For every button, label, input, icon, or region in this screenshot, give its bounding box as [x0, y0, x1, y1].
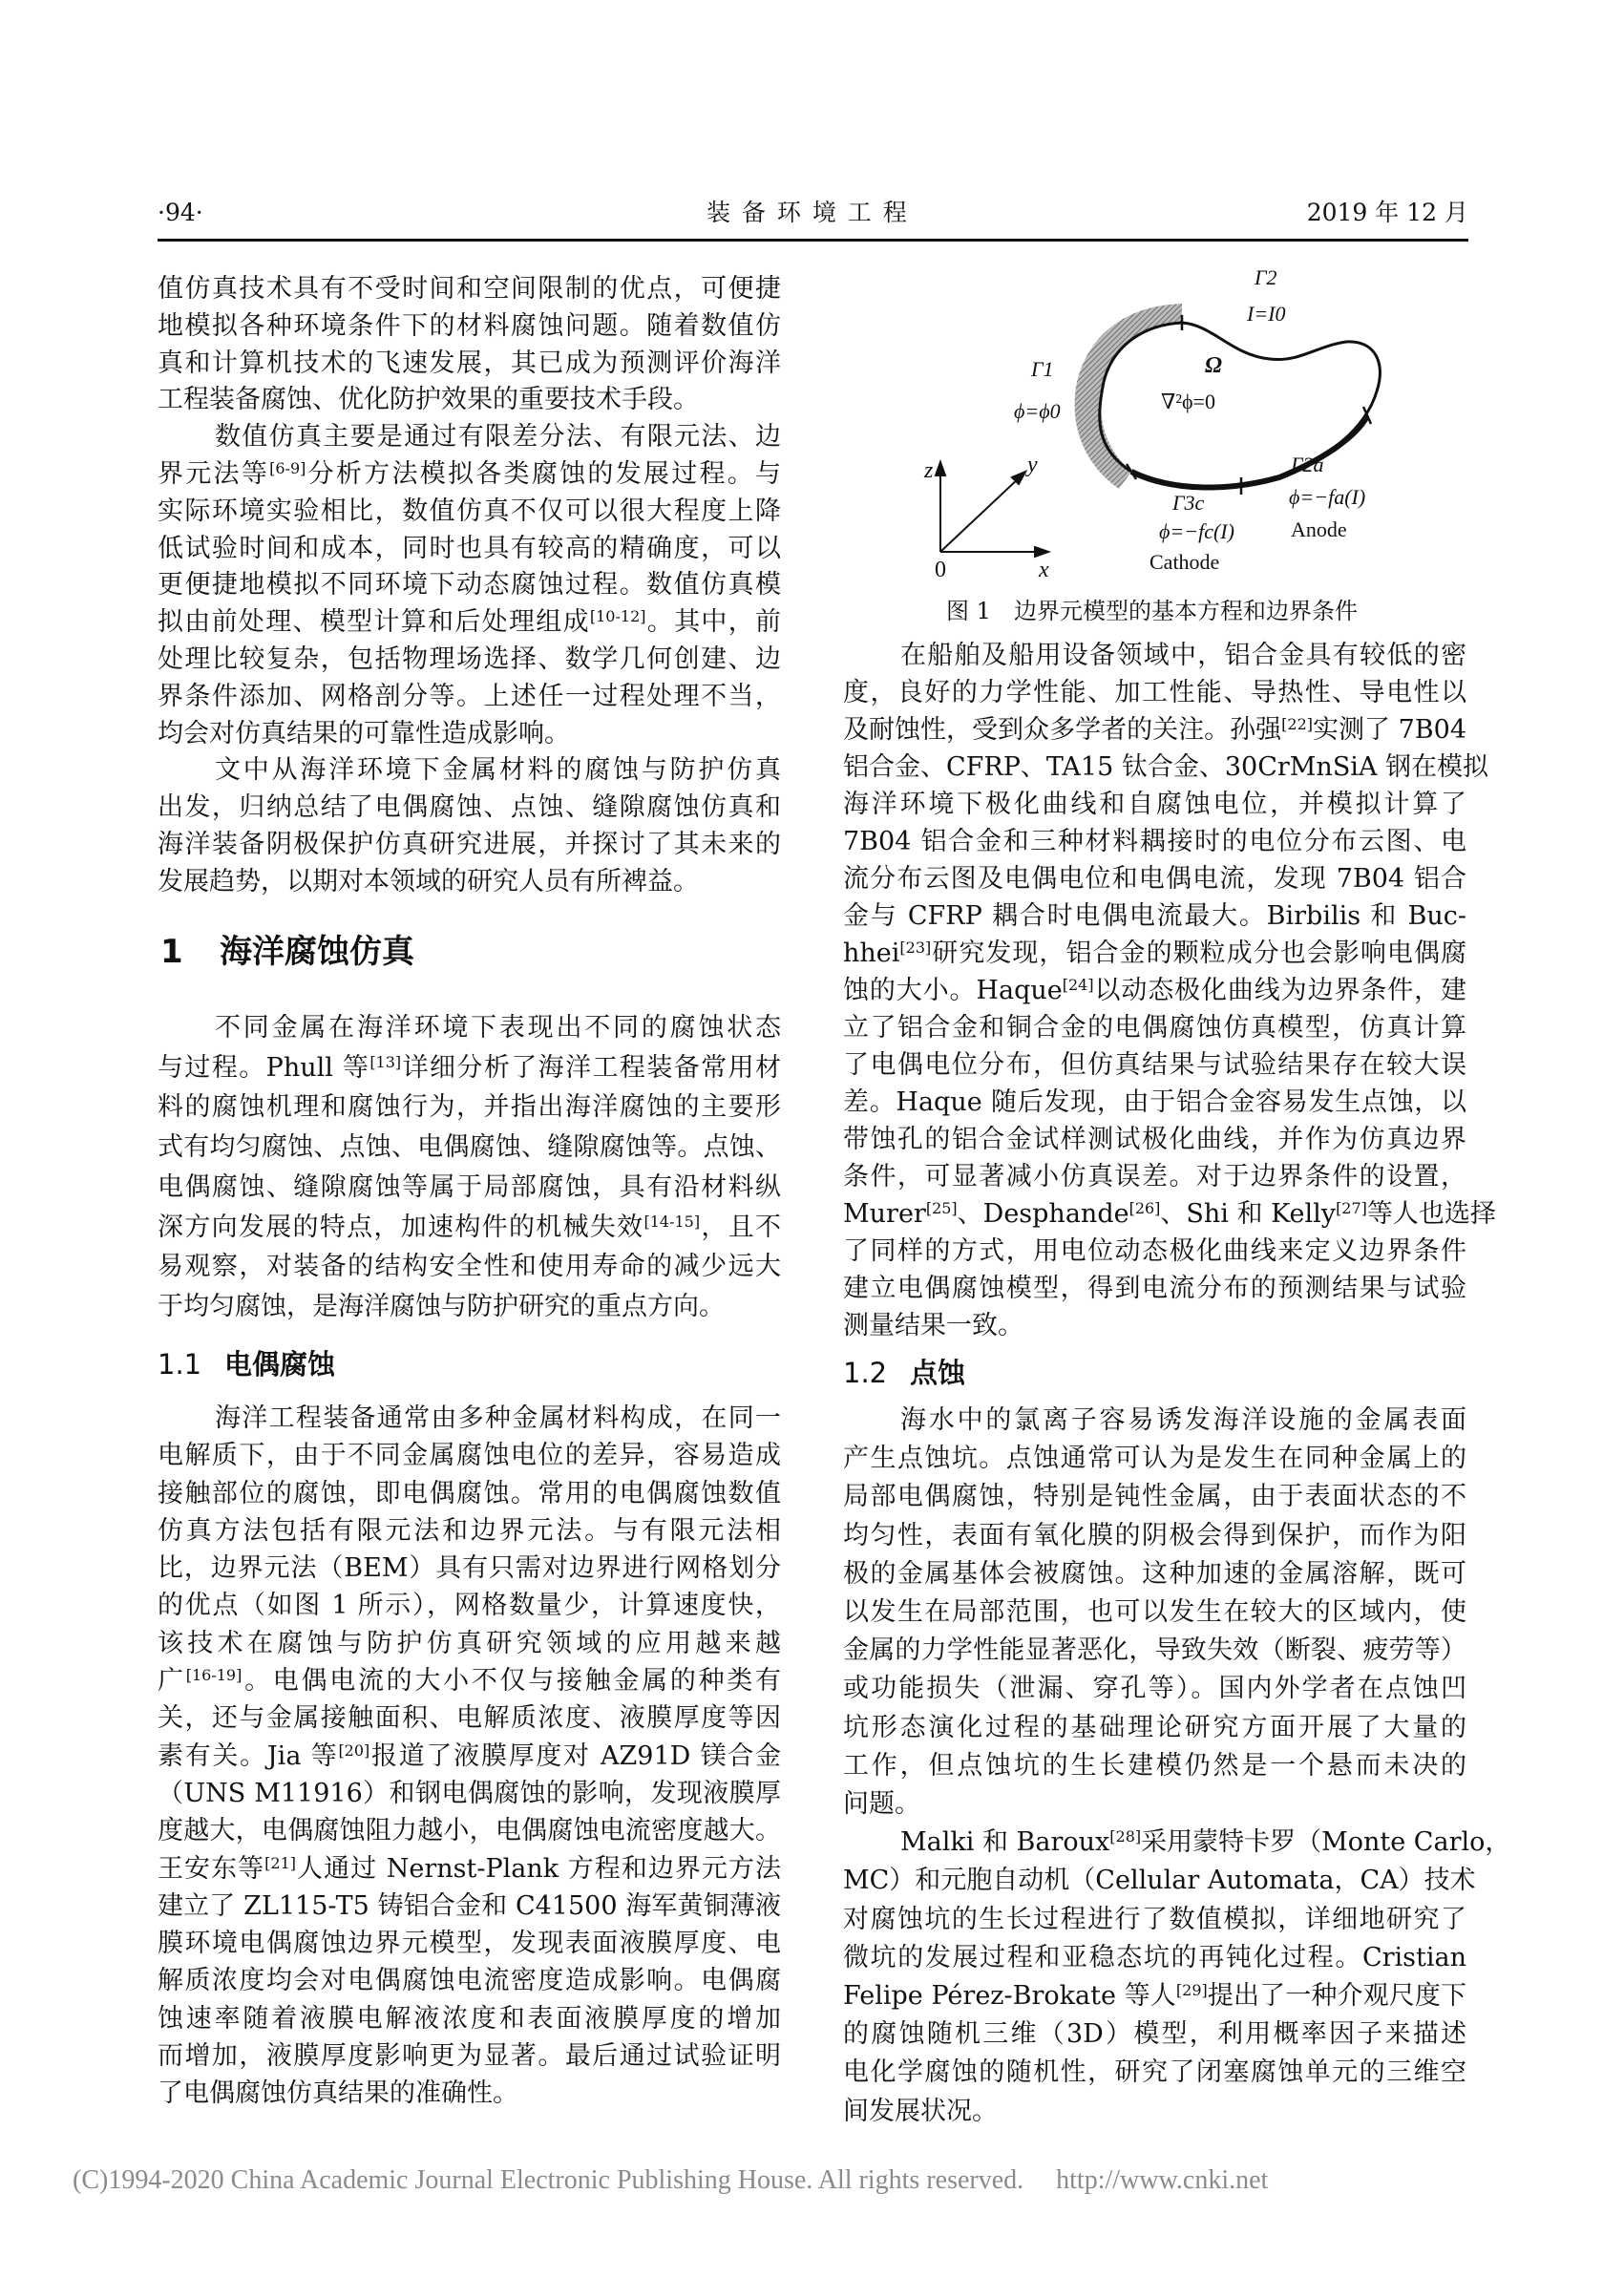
text-line: 解质浓度均会对电偶腐蚀电流密度造成影响。电偶腐 — [158, 1966, 781, 1996]
text-line: 该技术在腐蚀与防护仿真研究领域的应用越来越 — [158, 1628, 781, 1658]
text-line: 差。Haque 随后发现，由于铝合金容易发生点蚀，以 — [843, 1087, 1466, 1117]
text-line: 坑形态演化过程的基础理论研究方面开展了大量的 — [843, 1712, 1466, 1742]
text-line: 工程装备腐蚀、优化防护效果的重要技术手段。 — [158, 385, 699, 415]
text-line: 关，还与金属接触面积、电解质浓度、液膜厚度等因 — [158, 1703, 781, 1734]
section-title: 点蚀 — [910, 1357, 966, 1389]
anode-condition: ϕ=−fa(I) — [1289, 485, 1366, 509]
text-line: 间发展状况。 — [843, 2096, 998, 2126]
citation[interactable]: [24] — [1062, 976, 1094, 994]
citation[interactable]: [25] — [925, 1199, 958, 1217]
axis-x-label: x — [1039, 558, 1049, 582]
citation[interactable]: [23] — [899, 939, 932, 957]
cathode-condition: ϕ=−fc(I) — [1159, 519, 1234, 543]
figure-caption — [840, 596, 1464, 626]
cathode-anode-segment — [1131, 416, 1367, 488]
text-line: 不同金属在海洋环境下表现出不同的腐蚀状态 — [215, 1013, 781, 1043]
text-line: 金与 CFRP 耦合时电偶电流最大。Birbilis 和 Buc- — [843, 901, 1466, 931]
text-line: 工作，但点蚀坑的生长建模仍然是一个悬而未决的 — [843, 1750, 1466, 1781]
citation[interactable]: [28] — [1109, 1827, 1142, 1846]
text-line: hhei[23]研究发现，铝合金的颗粒成分也会影响电偶腐 — [843, 939, 1466, 968]
section-heading-1 — [160, 933, 414, 971]
gamma3c-label: Γ3c — [1172, 491, 1205, 515]
left-intro-text — [158, 271, 781, 901]
citation[interactable]: [16-19] — [185, 1666, 243, 1685]
text-line: 低试验时间和成本，同时也具有较高的精确度，可以 — [158, 533, 781, 563]
citation[interactable]: [26] — [1128, 1199, 1161, 1217]
text-line: 蚀的大小。Haque[24]以动态极化曲线为边界条件，建 — [843, 976, 1467, 1005]
text-line: 比，边界元法（BEM）具有只需对边界进行网格划分 — [158, 1553, 781, 1584]
text-line: 了电偶电位分布，但仿真结果与试验结果存在较大误 — [843, 1050, 1466, 1080]
section-number: 1.1 — [158, 1348, 202, 1381]
text-line: 条件，可显著减小仿真误差。对于边界条件的设置， — [843, 1162, 1466, 1192]
text-line: 7B04 铝合金和三种材料耦接时的电位分布云图、电 — [843, 827, 1466, 856]
section-1-text — [158, 1008, 781, 1327]
journal-title: 装 备 环 境 工 程 — [707, 199, 909, 226]
section-1-1-text — [158, 1400, 781, 2113]
citation[interactable]: [13] — [369, 1052, 402, 1071]
text-line: 带蚀孔的铝合金试样测试极化曲线，并作为仿真边界 — [843, 1125, 1466, 1154]
text-line: 出发，归纳总结了电偶腐蚀、点蚀、缝隙腐蚀仿真和 — [158, 792, 781, 823]
text-line: 海水中的氯离子容易诱发海洋设施的金属表面 — [900, 1405, 1466, 1435]
citation[interactable]: [10-12] — [589, 607, 646, 626]
anode-label: Anode — [1291, 517, 1347, 541]
text-line: 料的腐蚀机理和腐蚀行为，并指出海洋腐蚀的主要形 — [158, 1092, 781, 1123]
text-line: 均会对仿真结果的可靠性造成影响。 — [158, 718, 570, 749]
i0-label: I=I0 — [1247, 302, 1286, 326]
text-line: 极的金属基体会被腐蚀。这种加速的金属溶解，既可 — [843, 1558, 1466, 1589]
paragraph — [843, 1824, 1511, 2131]
paragraph — [843, 1402, 1466, 1824]
section-1-2-text — [843, 1402, 1511, 2131]
text-line: 素有关。Jia 等[20]报道了液膜厚度对 AZ91D 镁合金 — [158, 1740, 781, 1771]
issue-date: 2019 年 12 月 — [1306, 199, 1468, 226]
text-line: 接触部位的腐蚀，即电偶腐蚀。常用的电偶腐蚀数值 — [158, 1478, 781, 1508]
text-line: 微坑的发展过程和亚稳态坑的再钝化过程。Cristian — [843, 1942, 1466, 1972]
domain-boundary — [1100, 323, 1381, 488]
header-rule — [158, 239, 1468, 242]
section-heading-1-2 — [843, 1356, 965, 1390]
text-line: 广[16-19]。电偶电流的大小不仅与接触金属的种类有 — [158, 1666, 782, 1697]
citation[interactable]: [21] — [264, 1853, 296, 1872]
text-line: 更便捷地模拟不同环境下动态腐蚀过程。数值仿真模 — [158, 570, 781, 601]
citation[interactable]: [29] — [1175, 1981, 1208, 2000]
laplace-equation: ∇²ϕ=0 — [1161, 390, 1215, 413]
section-title: 电偶腐蚀 — [224, 1348, 336, 1381]
text-line: MC）和元胞自动机（Cellular Automata，CA）技术 — [843, 1866, 1476, 1896]
text-line: （UNS M11916）和钢电偶腐蚀的影响，发现液膜厚 — [158, 1778, 781, 1808]
text-line: 数值仿真主要是通过有限差分法、有限元法、边 — [215, 422, 781, 453]
figure-number: 图 1 — [946, 598, 991, 624]
copyright-text: (C)1994-2020 China Academic Journal Electronic Publishing House. All rights reserved. — [73, 2165, 1024, 2195]
text-line: 了电偶腐蚀仿真结果的准确性。 — [158, 2078, 518, 2109]
text-line: 深方向发展的特点，加速构件的机械失效[14-15]，且不 — [158, 1212, 782, 1242]
text-line: 度越大，电偶腐蚀阻力越小，电偶腐蚀电流密度越大。 — [158, 1816, 781, 1846]
section-heading-1-1 — [158, 1347, 335, 1382]
text-line: 电化学腐蚀的随机性，研究了闭塞腐蚀单元的三维空 — [843, 2057, 1466, 2088]
text-line: 海洋装备阴极保护仿真研究进展，并探讨了其未来的 — [158, 829, 781, 859]
paragraph — [158, 1008, 781, 1327]
text-line: 或功能损失（泄漏、穿孔等）。国内外学者在点蚀凹 — [843, 1674, 1466, 1704]
text-line: 于均匀腐蚀，是海洋腐蚀与防护研究的重点方向。 — [158, 1291, 725, 1321]
text-line: 界条件添加、网格剖分等。上述任一过程处理不当， — [158, 681, 781, 711]
text-line: 电偶腐蚀、缝隙腐蚀等属于局部腐蚀，具有沿材料纵 — [158, 1171, 781, 1202]
text-line: 流分布云图及电偶电位和电偶电流，发现 7B04 铝合 — [843, 864, 1466, 894]
section-number: 1 — [160, 933, 183, 971]
citation[interactable]: [6-9] — [269, 458, 306, 477]
text-line: 产生点蚀坑。点蚀通常可认为是发生在同种金属上的 — [843, 1444, 1466, 1474]
axis-y-label: y — [1027, 453, 1038, 477]
text-line: 仿真方法包括有限元法和边界元法。与有限元法相 — [158, 1515, 781, 1546]
citation[interactable]: [27] — [1336, 1199, 1367, 1217]
figure-caption-text: 边界元模型的基本方程和边界条件 — [1013, 598, 1358, 624]
text-line: 膜环境电偶腐蚀边界元模型，发现表面液膜厚度、电 — [158, 1929, 781, 1959]
right-text-top — [843, 637, 1496, 1344]
text-line: 蚀速率随着液膜电解液浓度和表面液膜厚度的增加 — [158, 2003, 781, 2034]
text-line: 立了铝合金和铜合金的电偶腐蚀仿真模型，仿真计算 — [843, 1013, 1466, 1043]
paragraph — [158, 419, 781, 752]
paragraph — [843, 637, 1496, 1344]
text-line: Malki 和 Baroux[28]采用蒙特卡罗（Monte Carlo， — [900, 1827, 1511, 1858]
figure-1-boundary-element-model — [821, 248, 1508, 592]
phi0-label: ϕ=ϕ0 — [1014, 399, 1061, 423]
text-line: Felipe Pérez-Brokate 等人[29]提出了一种介观尺度下 — [843, 1981, 1467, 2012]
paragraph — [158, 1400, 781, 2113]
text-line: 以发生在局部范围，也可以发生在较大的区域内，使 — [843, 1597, 1466, 1628]
text-line: 值仿真技术具有不受时间和空间限制的优点，可便捷 — [158, 274, 781, 304]
text-line: Murer[25]、Desphande[26]、Shi 和 Kelly[27]等人也选择 — [843, 1199, 1496, 1229]
gamma2a-label: Γ2a — [1291, 453, 1324, 476]
text-line: 的腐蚀随机三维（3D）模型，利用概率因子来描述 — [843, 2019, 1466, 2050]
citation[interactable]: [14-15] — [643, 1212, 701, 1231]
text-line: 实际环境实验相比，数值仿真不仅可以很大程度上降 — [158, 496, 781, 526]
text-line: 均匀性，表面有氧化膜的阴极会得到保护，而作为阳 — [843, 1520, 1466, 1550]
cnki-link[interactable]: http://www.cnki.net — [1056, 2165, 1269, 2195]
omega-label: Ω — [1205, 353, 1222, 378]
paragraph — [158, 271, 781, 419]
text-line: 文中从海洋环境下金属材料的腐蚀与防护仿真 — [215, 755, 781, 786]
text-line: 王安东等[21]人通过 Nernst-Plank 方程和边界元方法 — [158, 1853, 782, 1884]
text-line: 的优点（如图 1 所示），网格数量少，计算速度快， — [158, 1591, 781, 1621]
text-line: 了同样的方式，用电位动态极化曲线来定义边界条件 — [843, 1236, 1466, 1266]
gamma2-label: Γ2 — [1255, 265, 1277, 289]
paragraph — [158, 752, 781, 900]
copyright-footer — [73, 2165, 1268, 2196]
text-line: 测量结果一致。 — [843, 1311, 1023, 1340]
text-line: 易观察，对装备的结构安全性和使用寿命的减少远大 — [158, 1252, 781, 1282]
axis-z-label: z — [924, 458, 934, 483]
text-line: 建立了 ZL115-T5 铸铝合金和 C41500 海军黄铜薄液 — [158, 1890, 781, 1921]
text-line: 与过程。Phull 等[13]详细分析了海洋工程装备常用材 — [158, 1052, 781, 1083]
page-number: ·94· — [158, 199, 203, 226]
text-line: 及耐蚀性，受到众多学者的关注。孙强[22]实测了 7B04 — [843, 715, 1467, 745]
text-line: 问题。 — [843, 1789, 920, 1820]
text-line: 地模拟各种环境条件下的材料腐蚀问题。随着数值仿 — [158, 310, 781, 341]
text-line: 海洋工程装备通常由多种金属材料构成，在同一 — [215, 1403, 781, 1433]
text-line: 电解质下，由于不同金属腐蚀电位的差异，容易造成 — [158, 1441, 781, 1471]
citation[interactable]: [20] — [338, 1740, 370, 1760]
text-line: 铝合金、CFRP、TA15 钛合金、30CrMnSiA 钢在模拟 — [843, 752, 1489, 782]
section-number: 1.2 — [843, 1357, 888, 1389]
text-line: 金属的力学性能显著恶化，导致失效（断裂、疲劳等） — [843, 1635, 1466, 1666]
section-title: 海洋腐蚀仿真 — [220, 933, 414, 971]
gamma1-label: Γ1 — [1031, 357, 1054, 381]
citation[interactable]: [22] — [1281, 715, 1313, 733]
cathode-label: Cathode — [1149, 550, 1220, 574]
text-line: 而增加，液膜厚度影响更为显著。最后通过试验证明 — [158, 2041, 781, 2072]
text-line: 对腐蚀坑的生长过程进行了数值模拟，详细地研究了 — [843, 1904, 1466, 1934]
text-line: 式有均匀腐蚀、点蚀、电偶腐蚀、缝隙腐蚀等。点蚀、 — [158, 1132, 781, 1163]
text-line: 发展趋势，以期对本领域的研究人员有所裨益。 — [158, 866, 699, 896]
text-line: 真和计算机技术的飞速发展，其已成为预测评价海洋 — [158, 348, 781, 378]
text-line: 海洋环境下极化曲线和自腐蚀电位，并模拟计算了 — [843, 790, 1466, 819]
text-line: 界元法等[6-9]分析方法模拟各类腐蚀的发展过程。与 — [158, 458, 782, 489]
text-line: 处理比较复杂，包括物理场选择、数学几何创建、边 — [158, 643, 781, 674]
text-line: 在船舶及船用设备领域中，铝合金具有较低的密 — [900, 641, 1466, 670]
text-line: 建立电偶腐蚀模型，得到电流分布的预测结果与试验 — [843, 1274, 1466, 1303]
origin-label: 0 — [935, 558, 946, 582]
text-line: 度，良好的力学性能、加工性能、导热性、导电性以 — [843, 678, 1466, 707]
text-line: 拟由前处理、模型计算和后处理组成[10-12]。其中，前 — [158, 607, 782, 638]
text-line: 局部电偶腐蚀，特别是钝性金属，由于表面状态的不 — [843, 1482, 1466, 1512]
